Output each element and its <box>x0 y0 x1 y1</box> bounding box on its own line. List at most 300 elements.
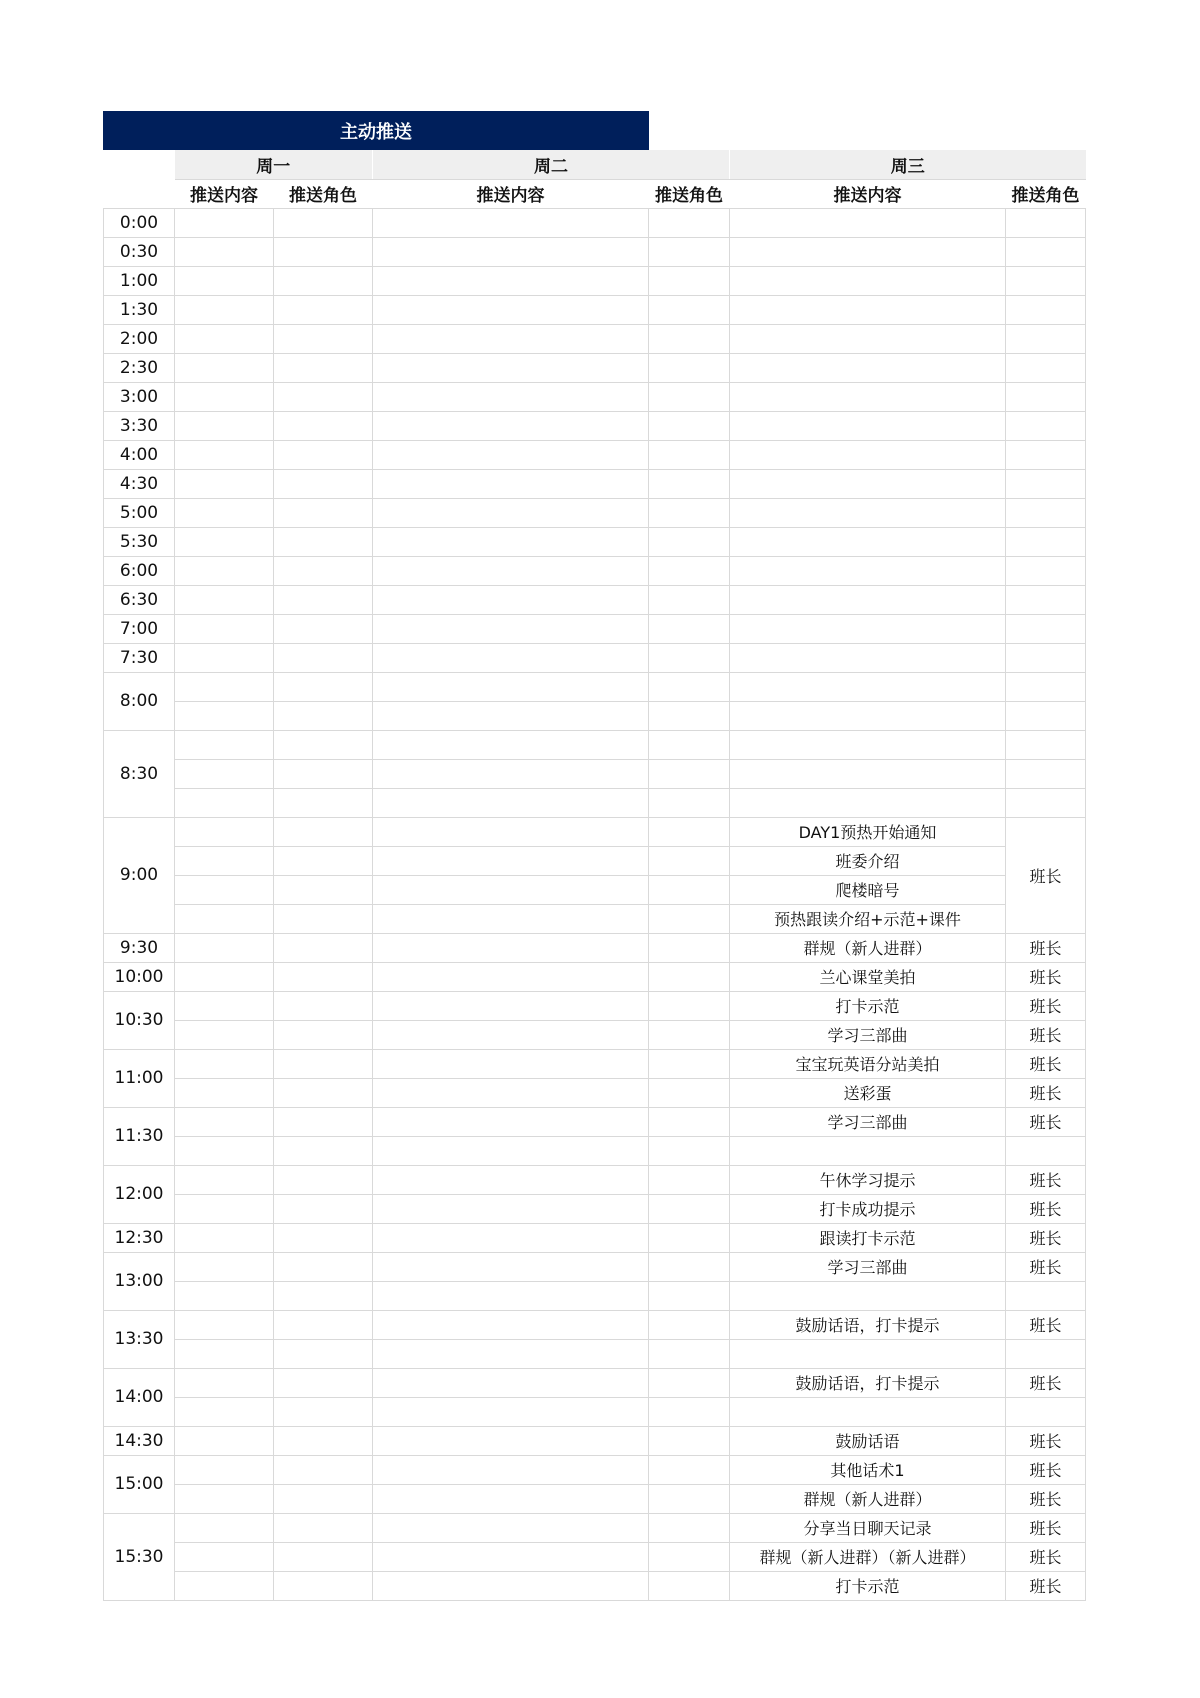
tue-role-cell <box>649 440 730 469</box>
time-slot-label: 6:00 <box>104 556 175 585</box>
tue-content-cell <box>373 469 649 498</box>
tue-content-cell <box>373 411 649 440</box>
mon-role-cell <box>274 643 373 672</box>
table-row <box>104 440 1086 469</box>
mon-content-cell <box>175 411 274 440</box>
mon-role-cell <box>274 382 373 411</box>
tue-role-cell <box>649 962 730 991</box>
mon-role-cell <box>274 324 373 353</box>
time-slot-label: 12:30 <box>104 1223 175 1252</box>
wed-role-cell: 班长 <box>1006 1455 1086 1484</box>
tue-role-cell <box>649 208 730 237</box>
mon-role-header: 推送角色 <box>274 179 373 208</box>
mon-role-cell <box>274 1078 373 1107</box>
wed-content-cell <box>730 324 1006 353</box>
mon-role-cell <box>274 1426 373 1455</box>
table-row <box>104 1339 1086 1368</box>
wed-content-cell <box>730 759 1006 788</box>
mon-content-cell <box>175 353 274 382</box>
table-row <box>104 817 1086 846</box>
mon-content-cell <box>175 1049 274 1078</box>
tue-role-cell <box>649 382 730 411</box>
mon-content-cell <box>175 1397 274 1426</box>
mon-role-cell <box>274 1368 373 1397</box>
tue-content-cell <box>373 1020 649 1049</box>
wed-content-cell: 预热跟读介绍+示范+课件 <box>730 904 1006 933</box>
table-row <box>104 556 1086 585</box>
mon-content-cell <box>175 1426 274 1455</box>
table-row <box>104 1107 1086 1136</box>
wed-content-cell <box>730 295 1006 324</box>
mon-content-cell <box>175 1136 274 1165</box>
wed-content-cell: 跟读打卡示范 <box>730 1223 1006 1252</box>
wed-role-cell <box>1006 730 1086 759</box>
wed-content-cell: 其他话术1 <box>730 1455 1006 1484</box>
mon-content-cell <box>175 991 274 1020</box>
wed-content-cell: 打卡示范 <box>730 991 1006 1020</box>
wed-content-cell: 学习三部曲 <box>730 1020 1006 1049</box>
wed-content-cell <box>730 1136 1006 1165</box>
wed-role-cell <box>1006 469 1086 498</box>
mon-role-cell <box>274 1542 373 1571</box>
wed-content-cell <box>730 1339 1006 1368</box>
tue-content-cell <box>373 933 649 962</box>
mon-role-cell <box>274 1107 373 1136</box>
table-row <box>104 614 1086 643</box>
table-row <box>104 1426 1086 1455</box>
mon-content-cell <box>175 730 274 759</box>
mon-role-cell <box>274 1252 373 1281</box>
time-slot-label: 3:00 <box>104 382 175 411</box>
mon-content-cell <box>175 295 274 324</box>
tue-content-cell <box>373 324 649 353</box>
tue-content-cell <box>373 1484 649 1513</box>
wed-role-cell <box>1006 208 1086 237</box>
mon-role-cell <box>274 1165 373 1194</box>
wed-content-cell: 群规（新人进群） <box>730 1484 1006 1513</box>
mon-content-cell <box>175 1484 274 1513</box>
tue-role-cell <box>649 1542 730 1571</box>
tue-role-cell <box>649 469 730 498</box>
tue-role-cell <box>649 411 730 440</box>
time-slot-label: 1:00 <box>104 266 175 295</box>
tue-content-cell <box>373 295 649 324</box>
table-row <box>104 759 1086 788</box>
tue-role-cell <box>649 817 730 846</box>
mon-role-cell <box>274 701 373 730</box>
tue-role-cell <box>649 672 730 701</box>
tue-content-cell <box>373 1252 649 1281</box>
time-slot-label: 13:30 <box>104 1310 175 1368</box>
wed-role-cell <box>1006 324 1086 353</box>
tue-role-cell <box>649 1513 730 1542</box>
tue-role-cell <box>649 237 730 266</box>
tue-role-cell <box>649 1368 730 1397</box>
mon-content-cell <box>175 788 274 817</box>
time-slot-label: 11:00 <box>104 1049 175 1107</box>
time-slot-label: 10:30 <box>104 991 175 1049</box>
mon-role-cell <box>274 585 373 614</box>
tue-role-cell <box>649 585 730 614</box>
table-row <box>104 237 1086 266</box>
wed-role-cell <box>1006 701 1086 730</box>
mon-content-cell <box>175 1513 274 1542</box>
time-slot-label: 14:30 <box>104 1426 175 1455</box>
mon-content-cell <box>175 1107 274 1136</box>
mon-role-cell <box>274 469 373 498</box>
table-row <box>104 904 1086 933</box>
wed-content-cell: 爬楼暗号 <box>730 875 1006 904</box>
mon-role-cell <box>274 1020 373 1049</box>
mon-content-cell <box>175 237 274 266</box>
tue-content-cell <box>373 1455 649 1484</box>
wed-content-cell <box>730 469 1006 498</box>
table-row <box>104 1252 1086 1281</box>
tue-content-cell <box>373 382 649 411</box>
wed-content-cell <box>730 643 1006 672</box>
tue-role-cell <box>649 1339 730 1368</box>
wed-role-cell: 班长 <box>1006 1252 1086 1281</box>
table-row <box>104 295 1086 324</box>
tue-role-header: 推送角色 <box>649 179 730 208</box>
mon-content-cell <box>175 527 274 556</box>
day-header-mon: 周一 <box>175 150 373 179</box>
mon-role-cell <box>274 875 373 904</box>
time-slot-label: 2:30 <box>104 353 175 382</box>
mon-content-cell <box>175 1368 274 1397</box>
mon-role-cell <box>274 440 373 469</box>
tue-role-cell <box>649 1136 730 1165</box>
mon-content-cell <box>175 382 274 411</box>
wed-role-cell <box>1006 672 1086 701</box>
mon-content-cell <box>175 614 274 643</box>
wed-content-cell <box>730 353 1006 382</box>
mon-role-cell <box>274 846 373 875</box>
mon-role-cell <box>274 788 373 817</box>
wed-content-cell: 打卡成功提示 <box>730 1194 1006 1223</box>
tue-role-cell <box>649 1165 730 1194</box>
tue-role-cell <box>649 324 730 353</box>
tue-role-cell <box>649 1455 730 1484</box>
mon-content-cell <box>175 1310 274 1339</box>
tue-content-cell <box>373 1368 649 1397</box>
table-row <box>104 1513 1086 1542</box>
tue-role-cell <box>649 1078 730 1107</box>
table-row <box>104 208 1086 237</box>
wed-content-cell <box>730 411 1006 440</box>
mon-role-cell <box>274 759 373 788</box>
table-row <box>104 1078 1086 1107</box>
wed-content-cell <box>730 614 1006 643</box>
tue-content-cell <box>373 208 649 237</box>
wed-content-cell <box>730 527 1006 556</box>
time-slot-label: 15:00 <box>104 1455 175 1513</box>
table-row <box>104 701 1086 730</box>
table-row <box>104 730 1086 759</box>
mon-role-cell <box>274 1049 373 1078</box>
push-schedule-table <box>103 150 1086 1601</box>
time-slot-label: 7:30 <box>104 643 175 672</box>
wed-content-cell: 鼓励话语，打卡提示 <box>730 1310 1006 1339</box>
wed-role-cell: 班长 <box>1006 1426 1086 1455</box>
mon-role-cell <box>274 556 373 585</box>
table-row <box>104 1136 1086 1165</box>
wed-content-cell: 兰心课堂美拍 <box>730 962 1006 991</box>
table-row <box>104 933 1086 962</box>
tue-content-cell <box>373 1223 649 1252</box>
wed-role-cell: 班长 <box>1006 933 1086 962</box>
wed-role-cell: 班长 <box>1006 1078 1086 1107</box>
mon-role-cell <box>274 1310 373 1339</box>
tue-content-header: 推送内容 <box>373 179 649 208</box>
mon-role-cell <box>274 962 373 991</box>
mon-content-cell <box>175 846 274 875</box>
wed-role-cell <box>1006 759 1086 788</box>
wed-role-cell <box>1006 556 1086 585</box>
wed-content-cell <box>730 1281 1006 1310</box>
tue-role-cell <box>649 266 730 295</box>
mon-role-cell <box>274 904 373 933</box>
wed-content-cell <box>730 498 1006 527</box>
mon-content-cell <box>175 1165 274 1194</box>
tue-role-cell <box>649 353 730 382</box>
table-row <box>104 1484 1086 1513</box>
mon-content-cell <box>175 1194 274 1223</box>
table-row <box>104 498 1086 527</box>
table-row <box>104 266 1086 295</box>
mon-content-cell <box>175 643 274 672</box>
page-title: 主动推送 <box>103 111 649 150</box>
tue-role-cell <box>649 1281 730 1310</box>
wed-role-cell: 班长 <box>1006 991 1086 1020</box>
table-row <box>104 353 1086 382</box>
tue-role-cell <box>649 788 730 817</box>
tue-content-cell <box>373 440 649 469</box>
mon-content-cell <box>175 1281 274 1310</box>
mon-role-cell <box>274 730 373 759</box>
mon-content-cell <box>175 1252 274 1281</box>
mon-content-cell <box>175 556 274 585</box>
table-row <box>104 324 1086 353</box>
time-slot-label: 5:30 <box>104 527 175 556</box>
wed-content-cell: 学习三部曲 <box>730 1252 1006 1281</box>
tue-role-cell <box>649 527 730 556</box>
tue-role-cell <box>649 1397 730 1426</box>
tue-role-cell <box>649 1484 730 1513</box>
mon-role-cell <box>274 411 373 440</box>
wed-role-cell <box>1006 1136 1086 1165</box>
mon-content-cell <box>175 962 274 991</box>
wed-content-cell: 鼓励话语，打卡提示 <box>730 1368 1006 1397</box>
wed-role-cell <box>1006 440 1086 469</box>
time-slot-label: 8:30 <box>104 730 175 817</box>
mon-role-cell <box>274 237 373 266</box>
table-row <box>104 846 1086 875</box>
wed-content-cell: 分享当日聊天记录 <box>730 1513 1006 1542</box>
table-row <box>104 962 1086 991</box>
table-row <box>104 1049 1086 1078</box>
time-slot-label: 3:30 <box>104 411 175 440</box>
time-slot-label: 12:00 <box>104 1165 175 1223</box>
mon-content-header: 推送内容 <box>175 179 274 208</box>
table-row <box>104 411 1086 440</box>
column-header-row <box>104 179 1086 208</box>
time-slot-label: 9:00 <box>104 817 175 933</box>
table-row <box>104 1542 1086 1571</box>
table-row <box>104 1223 1086 1252</box>
tue-content-cell <box>373 672 649 701</box>
tue-role-cell <box>649 1223 730 1252</box>
wed-role-cell <box>1006 1281 1086 1310</box>
wed-content-cell <box>730 672 1006 701</box>
tue-role-cell <box>649 991 730 1020</box>
mon-content-cell <box>175 498 274 527</box>
time-slot-label: 8:00 <box>104 672 175 730</box>
mon-content-cell <box>175 672 274 701</box>
time-slot-label: 2:00 <box>104 324 175 353</box>
tue-content-cell <box>373 1078 649 1107</box>
wed-role-cell <box>1006 266 1086 295</box>
tue-content-cell <box>373 904 649 933</box>
time-slot-label: 1:30 <box>104 295 175 324</box>
tue-role-cell <box>649 1571 730 1600</box>
time-slot-label: 0:00 <box>104 208 175 237</box>
wed-role-cell: 班长 <box>1006 1194 1086 1223</box>
mon-content-cell <box>175 324 274 353</box>
tue-content-cell <box>373 1571 649 1600</box>
tue-content-cell <box>373 266 649 295</box>
tue-content-cell <box>373 846 649 875</box>
table-row <box>104 875 1086 904</box>
time-slot-label: 0:30 <box>104 237 175 266</box>
time-slot-label: 15:30 <box>104 1513 175 1600</box>
tue-role-cell <box>649 1107 730 1136</box>
table-row <box>104 1571 1086 1600</box>
wed-content-cell: 鼓励话语 <box>730 1426 1006 1455</box>
wed-content-cell: DAY1预热开始通知 <box>730 817 1006 846</box>
tue-content-cell <box>373 1281 649 1310</box>
tue-role-cell <box>649 730 730 759</box>
mon-role-cell <box>274 817 373 846</box>
wed-role-cell: 班长 <box>1006 1107 1086 1136</box>
tue-content-cell <box>373 1194 649 1223</box>
wed-content-cell <box>730 382 1006 411</box>
mon-role-cell <box>274 1484 373 1513</box>
wed-content-cell: 打卡示范 <box>730 1571 1006 1600</box>
table-row <box>104 788 1086 817</box>
tue-content-cell <box>373 1165 649 1194</box>
tue-role-cell <box>649 1049 730 1078</box>
mon-content-cell <box>175 1455 274 1484</box>
table-row <box>104 1194 1086 1223</box>
mon-content-cell <box>175 585 274 614</box>
wed-role-cell: 班长 <box>1006 1571 1086 1600</box>
wed-content-cell <box>730 730 1006 759</box>
wed-content-header: 推送内容 <box>730 179 1006 208</box>
mon-role-cell <box>274 672 373 701</box>
mon-role-cell <box>274 353 373 382</box>
wed-content-cell: 学习三部曲 <box>730 1107 1006 1136</box>
tue-content-cell <box>373 643 649 672</box>
wed-role-cell <box>1006 614 1086 643</box>
wed-role-cell <box>1006 527 1086 556</box>
table-row <box>104 1455 1086 1484</box>
wed-role-cell: 班长 <box>1006 1223 1086 1252</box>
mon-content-cell <box>175 469 274 498</box>
wed-role-cell <box>1006 237 1086 266</box>
wed-content-cell <box>730 440 1006 469</box>
table-row <box>104 643 1086 672</box>
time-slot-label: 4:30 <box>104 469 175 498</box>
mon-role-cell <box>274 1339 373 1368</box>
tue-content-cell <box>373 817 649 846</box>
tue-role-cell <box>649 1426 730 1455</box>
tue-role-cell <box>649 614 730 643</box>
tue-content-cell <box>373 875 649 904</box>
mon-content-cell <box>175 1571 274 1600</box>
mon-role-cell <box>274 266 373 295</box>
table-row <box>104 672 1086 701</box>
wed-role-cell <box>1006 788 1086 817</box>
wed-role-cell: 班长 <box>1006 1542 1086 1571</box>
mon-role-cell <box>274 208 373 237</box>
wed-role-cell <box>1006 585 1086 614</box>
wed-role-cell: 班长 <box>1006 817 1086 933</box>
wed-content-cell <box>730 1397 1006 1426</box>
mon-role-cell <box>274 295 373 324</box>
wed-content-cell <box>730 208 1006 237</box>
wed-role-cell <box>1006 1397 1086 1426</box>
tue-role-cell <box>649 295 730 324</box>
mon-content-cell <box>175 208 274 237</box>
time-slot-label: 10:00 <box>104 962 175 991</box>
wed-role-cell: 班长 <box>1006 1368 1086 1397</box>
time-slot-label: 9:30 <box>104 933 175 962</box>
tue-role-cell <box>649 498 730 527</box>
wed-content-cell <box>730 701 1006 730</box>
tue-role-cell <box>649 846 730 875</box>
mon-role-cell <box>274 933 373 962</box>
table-row <box>104 469 1086 498</box>
tue-content-cell <box>373 1136 649 1165</box>
tue-role-cell <box>649 1020 730 1049</box>
wed-content-cell: 送彩蛋 <box>730 1078 1006 1107</box>
tue-content-cell <box>373 498 649 527</box>
tue-content-cell <box>373 759 649 788</box>
mon-content-cell <box>175 440 274 469</box>
wed-role-header: 推送角色 <box>1006 179 1086 208</box>
wed-role-cell <box>1006 411 1086 440</box>
wed-role-cell <box>1006 382 1086 411</box>
wed-content-cell <box>730 788 1006 817</box>
day-header-row <box>104 150 1086 179</box>
tue-role-cell <box>649 875 730 904</box>
tue-content-cell <box>373 730 649 759</box>
tue-content-cell <box>373 991 649 1020</box>
tue-role-cell <box>649 904 730 933</box>
tue-role-cell <box>649 1194 730 1223</box>
table-row <box>104 1281 1086 1310</box>
wed-role-cell: 班长 <box>1006 1020 1086 1049</box>
tue-content-cell <box>373 556 649 585</box>
wed-role-cell: 班长 <box>1006 1165 1086 1194</box>
tue-content-cell <box>373 701 649 730</box>
tue-content-cell <box>373 1310 649 1339</box>
time-slot-label: 4:00 <box>104 440 175 469</box>
mon-content-cell <box>175 759 274 788</box>
day-header-tue: 周二 <box>373 150 730 179</box>
mon-content-cell <box>175 1339 274 1368</box>
